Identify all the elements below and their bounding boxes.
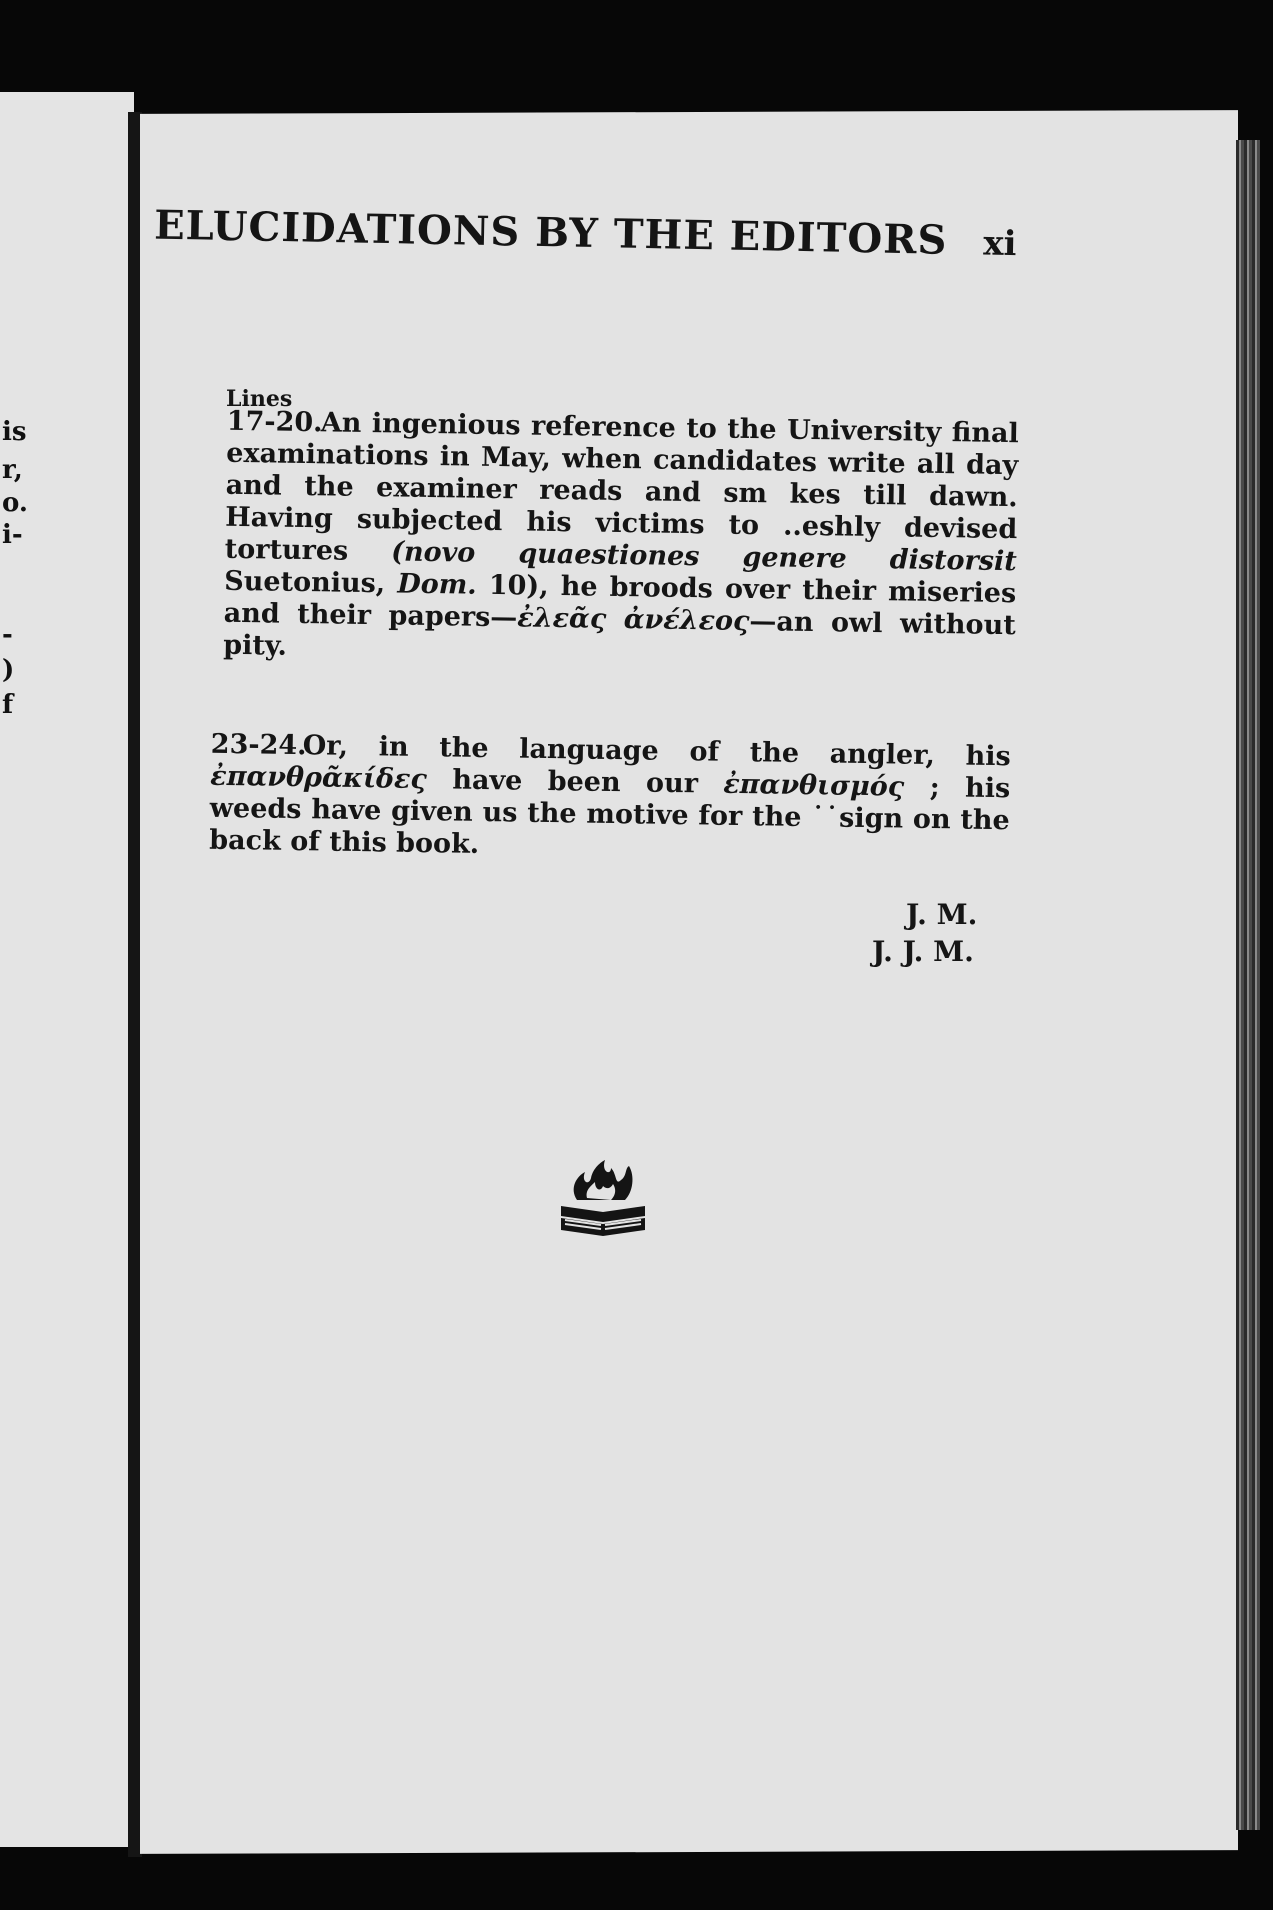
greek-word: ἐπανθρᾶκίδες bbox=[210, 760, 428, 796]
left-page-fragment: - bbox=[2, 620, 13, 650]
note-text: have been our bbox=[426, 764, 724, 800]
greek-word: ἐπανθισμός bbox=[723, 768, 905, 803]
left-page-fragment: o. bbox=[2, 488, 28, 518]
latin-quote: (novo quaestiones genere distorsit bbox=[390, 536, 1017, 578]
latin-work-title: Dom. bbox=[397, 568, 477, 601]
book-page bbox=[140, 110, 1238, 1854]
signature-jjm: J. J. M. bbox=[872, 935, 974, 968]
greek-quote: ἐλεᾶς ἀνέλεος bbox=[517, 602, 750, 638]
note-body bbox=[223, 406, 1019, 674]
running-head: ELUCIDATIONS BY THE EDITORS bbox=[153, 201, 948, 264]
left-page-fragment: is bbox=[2, 417, 27, 447]
left-page-fragment: ) bbox=[2, 655, 15, 685]
note-text: Or, in the language of the angler, his bbox=[302, 730, 1011, 773]
left-page-fragment: i- bbox=[2, 520, 23, 550]
note-body bbox=[209, 729, 1011, 870]
note-number: 23-24. bbox=[210, 728, 307, 762]
note-text: ; his weeds have given us the motive for the ˙˙sign on the back of this book. bbox=[209, 771, 1011, 860]
left-page-margin bbox=[0, 92, 134, 1847]
note-17-20 bbox=[223, 406, 1019, 674]
page-edge-right bbox=[1236, 140, 1260, 1830]
note-text: An ingenious reference to the University final examinations in May, when candidates write all day and the examiner reads and sm kes till dawn. Having subjected his victims to ..eshly devised tortures bbox=[224, 407, 1019, 568]
note-text: Suetonius, bbox=[224, 565, 398, 600]
note-text: —an owl without pity. bbox=[223, 606, 1016, 662]
note-number: 17-20. bbox=[226, 405, 323, 439]
book-with-flames-ornament bbox=[555, 1158, 651, 1236]
page-number: xi bbox=[982, 223, 1017, 265]
lines-label: Lines bbox=[226, 386, 293, 412]
note-23-24 bbox=[209, 729, 1011, 870]
left-page-fragment: f bbox=[2, 690, 14, 720]
note-text: 10), he broods over their miseries and their papers— bbox=[223, 569, 1017, 634]
left-page-fragment: r, bbox=[2, 455, 23, 485]
signature-jm: J. M. bbox=[906, 898, 978, 931]
